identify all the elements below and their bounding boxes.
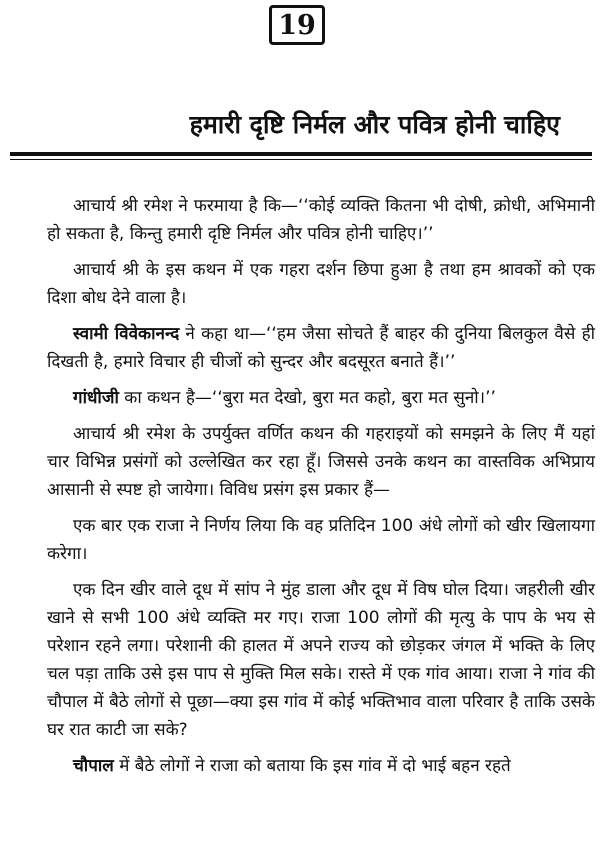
- paragraph-text: आचार्य श्री रमेश ने फरमाया है कि—‘‘कोई व्यक्ति कितना भी दोषी, क्रोधी, अभिमानी हो सकता है, किन्तु हमारी दृष्टि निर्मल और पवित्र होनी चाहिए।’’: [47, 196, 595, 244]
- paragraph-lead: स्वामी विवेकानन्द: [73, 324, 180, 344]
- paragraph-lead: गांधीजी: [73, 388, 119, 408]
- paragraph: [47, 576, 595, 744]
- paragraph-text: आचार्य श्री के इस कथन में एक गहरा दर्शन छिपा हुआ है तथा हम श्रावकों को एक दिशा बोध देने वाला है।: [47, 260, 595, 308]
- paragraph-text: का कथन है—‘‘बुरा मत देखो, बुरा मत कहो, बुरा मत सुनो।’’: [118, 388, 496, 408]
- paragraph: [47, 752, 595, 780]
- chapter-number-box: [269, 5, 325, 45]
- chapter-number: 19: [278, 9, 316, 41]
- paragraph: [47, 420, 595, 504]
- title-underline-thin: [10, 159, 592, 160]
- paragraph-text: में बैठे लोगों ने राजा को बताया कि इस गांव में दो भाई बहन रहते: [113, 756, 511, 776]
- paragraph-text: ने कहा था—‘‘हम जैसा सोचते हैं बाहर की दुनिया बिलकुल वैसे ही दिखती है, हमारे विचार ही चीजों को सुन्दर और बदसूरत बनाते हैं।’’: [47, 324, 595, 372]
- paragraph: [47, 192, 595, 248]
- paragraph-text: आचार्य श्री रमेश के उपर्युक्त वर्णित कथन की गहराइयों को समझने के लिए मैं यहां चार विभिन्न प्रसंगों को उल्लेखित कर रहा हूँ। जिससे उनके कथन का वास्तविक अभिप्राय आसानी से स्पष्ट हो जायेगा। विविध प्रसंग इस प्रकार हैं—: [47, 424, 596, 500]
- chapter-title: हमारी दृष्टि निर्मल और पवित्र होनी चाहिए: [189, 110, 560, 139]
- paragraph-text: एक बार एक राजा ने निर्णय लिया कि वह प्रतिदिन 100 अंधे लोगों को खीर खिलायगा करेगा।: [47, 516, 595, 564]
- paragraph: [47, 320, 595, 376]
- paragraph: [47, 384, 595, 412]
- chapter-body: [47, 192, 595, 788]
- paragraph-text: एक दिन खीर वाले दूध में सांप ने मुंह डाला और दूध में विष घोल दिया। जहरीली खीर खाने से सभी 100 अंधे व्यक्ति मर गए। राजा 100 लोगों की मृत्यु के पाप के भय से परेशान रहने लगा। परेशानी की हालत में अपने राज्य को छोड़कर जंगल में भक्ति के लिए चल पड़ा ताकि उसे इस पाप से मुक्ति मिल सके। रास्ते में एक गांव आया। राजा ने गांव की चौपाल में बैठे लोगों से पूछा—क्या इस गांव में कोई भक्तिभाव वाला परिवार है ताकि उसके घर रात काटी जा सके?: [47, 580, 595, 740]
- title-underline-thick: [10, 152, 592, 156]
- paragraph-lead: चौपाल: [73, 756, 114, 776]
- paragraph: [47, 512, 595, 568]
- paragraph: [47, 256, 595, 312]
